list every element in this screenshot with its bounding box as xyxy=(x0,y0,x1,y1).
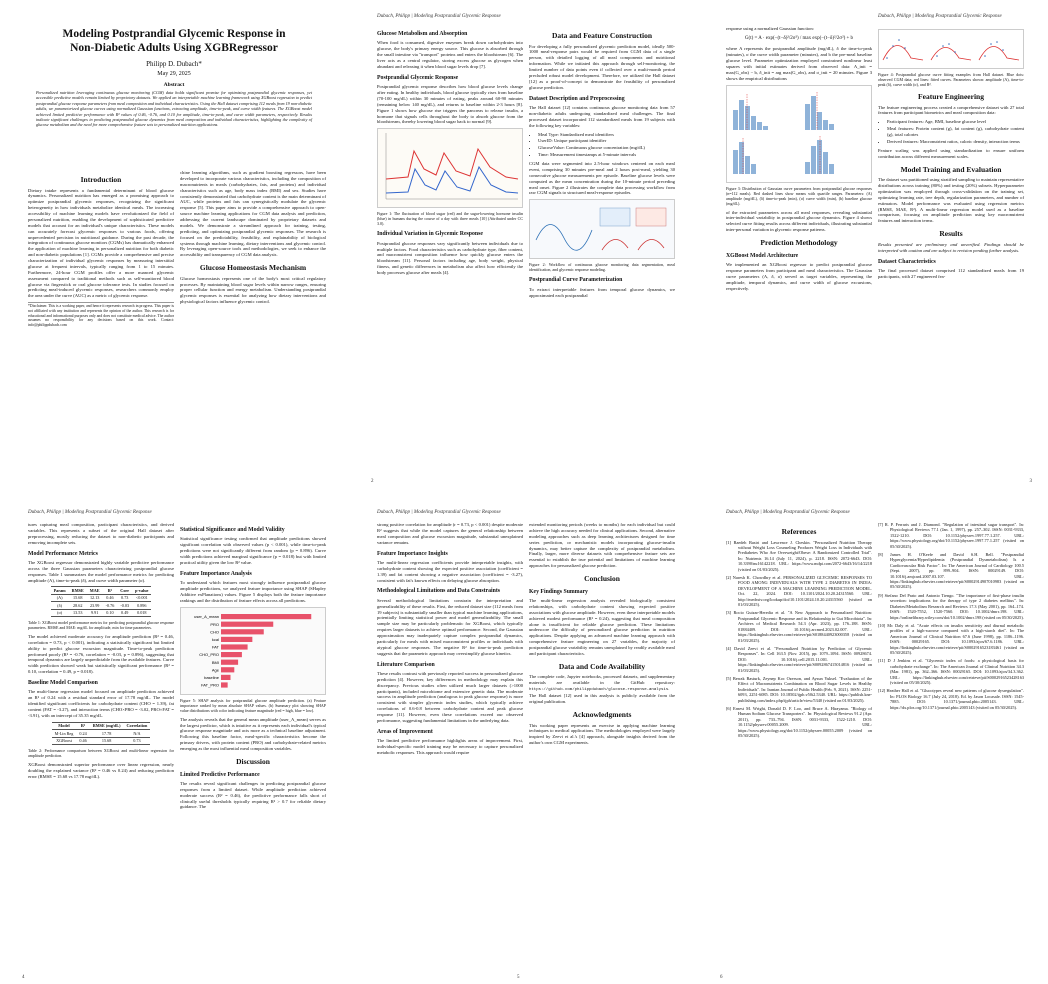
table-cell: 23.99 xyxy=(87,602,103,609)
section-references: References xyxy=(781,527,817,536)
p4-right-column xyxy=(180,522,326,813)
perf-para-1: The XGBoost regressor demonstrated highly variable predictive performance across the three Gaussian parameters characterizing postprandial glucose responses. Table 1 summarizes the model performance metrics for predicting amplitude (A), time-to-peak (δ), and curve width parameter (σ). xyxy=(28,559,174,583)
method-para: Several methodological limitations constrain the interpretation and generalizability of these results. First, the reduced dataset size (112 meals from 19 subjects) is substantially smaller than typical machine learning applications, potentially limiting statistical power and model generalizability. The small sample size may be particularly problematic for XGBoost, which typically requires larger datasets to achieve optimal performance. Second, the Gaussian approximation may inadequately capture complex postprandial dynamics, particularly for meals with mixed macronutrient profiles or individuals with atypical glucose responses. The negative R² for time-to-peak prediction suggests that the parametric approach may oversimplify glucose kinetics. xyxy=(377,597,523,656)
reference-item: [8] James H. O'Keefe and David S.H. Bell. "Postprandial Hyperglycemia/Hyperlipidemia (Postprandial Dysmetabolism) Is a Cardiovascular Risk Factor". In: The American Journal of Cardiology 100.5 (Sept. 2007), pp. 899–904. ISSN: 00029149. DOI: 10.1016/j.amjcard.2007.03.107. URL: https://linkinghub.elsevier.com/retrieve/pii/S0002914907010983 (visited on 05/30/2025). xyxy=(878,552,1024,590)
section-data-feature: Data and Feature Construction xyxy=(551,31,653,40)
table-cell: 0.24 xyxy=(76,730,89,737)
page-number: 6 xyxy=(720,975,723,980)
figure-5-caption: Figure 5: SHAP analysis for postprandial glucose amplitude prediction. (a) Feature importance ranked by mean absolute SHAP values. (b) Summary plot showing SHAP value distributions with color indicating feature magnitude (red = high, blue = low). xyxy=(180,697,326,713)
figure-3-caption: Figure 3: Distribution of Gaussian curve parameters from postprandial glucose responses (n=112 meals). Red dashed lines show means with quartile ranges. Parameters: (A) amplitude (mg/dL), (δ) time-to-peak (min), (σ) curve width (min), (b) baseline glucose (mg/dL). xyxy=(726,185,872,206)
shap-feature-label: user_A_mean xyxy=(194,613,219,619)
table-header-cell: R² xyxy=(76,722,89,729)
shap-bar xyxy=(221,629,264,634)
parameter-histograms xyxy=(727,86,871,182)
section-ack: Acknowledgments xyxy=(572,709,632,719)
feature-para-1: The feature engineering process created a comprehensive dataset with 27 total features from participant biometrics and meal composition data: xyxy=(878,104,1024,116)
p4-intro: tures capturing meal composition, participant characteristics, and derived variables. This represents a subset of the original Hall dataset after preprocessing, mostly reducing the dataset to non-diabetic participants and removing incomplete sets. xyxy=(28,522,174,545)
training-para: The dataset was partitioned using stratified sampling to maintain representative distributions across training (80%) and testing (20%) subsets. Hyperparameter optimization was employed through cross-validation on the training set, optimizing learning rate, tree depth, regularization parameters, and number of estimators. Model performance was evaluated using regression metrics (RMSE, MAE, R²). A multi-linear regression model used as a baseline comparison, focusing on amplitude prediction using key macronutrient features and interaction terms. xyxy=(878,177,1024,224)
reference-item: [11] D J Jenkins et al. "Glycemic index of foods: a physiological basis for carbohydrate exchange". In: The American Journal of Clinical Nutrition 34.3 (Mar. 1981), pp. 362–366. ISSN: 00029165. DOI: 10.1093/ajcn/34.3.362. URL: https://linkinghub.elsevier.com/retrieve/pii/S0002916523428163 (visited on 05/30/2025). xyxy=(878,658,1024,685)
table-cell: XGBoost xyxy=(52,737,77,744)
table-header-cell: MAE xyxy=(87,587,103,594)
section-limited: Limited Predictive Performance xyxy=(180,771,260,778)
table-cell: (δ) xyxy=(51,602,69,609)
table-cell: 9.91 xyxy=(87,609,103,616)
list-item: • Meal features: Protein content (g), fat content (g), carbohydrate content (g), total calories xyxy=(887,126,1024,138)
table-cell: 0.49 xyxy=(117,609,132,616)
p3-left-column xyxy=(726,26,872,294)
section-postprandial: Postprandial Glycemic Response xyxy=(377,74,459,81)
reference-item: [10] Mc Daly et al. "Acute effects on insulin sensitivity and diurnal metabolic profiles of a high-sucrose compared with a high-starch diet". In: The American Journal of Clinical Nutrition 67.6 (June 1998), pp. 1186–1196. ISSN: 00029165. DOI: 10.1093/ajcn/67.6.1186. URL: https://linkinghub.elsevier.com/retrieve/pii/S0002916523183461 (visited on 05/30/2025). xyxy=(878,622,1024,655)
shap-feature-label: CHO_PRO xyxy=(199,651,219,657)
shap-feature-label: CHO xyxy=(210,629,219,635)
p1-left-column xyxy=(28,170,174,328)
feat-insights-para: The multi-linear regression coefficients provide interpretable insights, with carbohydrate content showing the expected positive association (coefficient = 1.39) and fat content showing a negative association (coefficient = -3.27), consistent with fat's known effects on delaying glucose absorption. xyxy=(377,559,523,583)
variable-list xyxy=(529,132,675,159)
table-cell: 28.62 xyxy=(69,602,87,609)
figure-4-caption: Figure 4: Postprandial glucose curve fitting examples from Hall dataset. Blue dots: observed CGM data; red lines: fitted curves. Parameters shown: amplitude (A), time-to-peak (δ), curve width (σ), and R². xyxy=(878,72,1024,87)
p4-left-column xyxy=(28,522,174,783)
list-item: • GlucoseValue: Continuous glucose concentration (mg/dL) xyxy=(538,145,675,151)
dataset-para-1: The Hall dataset [12] contains continuous glucose monitoring data from 57 non-diabetic adults undergoing standardized meal challenges. The final processed dataset incorporated 112 standardized meals from 19 subjects with the following key variables: xyxy=(529,105,675,128)
table-cell: (σ) xyxy=(51,609,69,616)
paper-date: May 29, 2025 xyxy=(157,71,191,77)
workflow-diagram xyxy=(530,200,674,258)
reference-item: [1] Raedeh Basiri and Lawrence J. Cheskin. "Personalized Nutrition Therapy without Weight Loss Counseling Produces Weight Loss in Individuals with Prediabetes Who Are Overweight/Obese: A Randomized Controlled Trial". In: Nutrients 16.14 (July 11, 2024), p. 2218. ISSN: 2072-6643. DOI: 10.3390/nu16142218. URL: https://www.mdpi.com/2072-6643/16/14/2218 (visited on 01/03/2025). xyxy=(726,539,872,572)
figure-2 xyxy=(529,199,675,259)
table-row xyxy=(51,594,152,601)
abstract-heading: Abstract xyxy=(163,82,185,88)
list-item: • Participant features: Age, BMI, baseline glucose level xyxy=(887,119,1024,125)
section-perf-metrics: Model Performance Metrics xyxy=(28,550,98,557)
table-header-cell: RMSE (mg/dL) xyxy=(90,722,124,729)
table-row xyxy=(51,602,152,609)
shap-bar xyxy=(221,674,231,679)
footnote: *Disclaimer. This is a working paper, and hence it represents research in progress. This paper is not affiliated with any institution and represents the opinion of the author. This research is for educational and informational purposes only and does not constitute medical advice. The author assumes no responsibility for any decisions based on this work. Contact: info@philippdubach.com xyxy=(28,304,174,328)
shap-bar xyxy=(221,652,242,657)
feat-imp-para-1: To understand which features most strongly influence postprandial glucose amplitude predictions, we analyzed feature importance using SHAP (SHapley Additive exPlanations) values. Figure 5 displays both the feature importance rankings and the distribution of feature effects across all predictions. xyxy=(180,580,326,603)
metabolism-para: When food is consumed, digestive enzymes break down carbohydrates into glucose, the body's primary energy source. This glucose is absorbed through the small intestine via "transport" proteins and enters the bloodstream [6]. The liver acts as a central regulator, storing excess glucose as glycogen when abundant and releasing it when blood sugar levels drop [7]. xyxy=(377,40,523,69)
blood-sugar-insulin-plot xyxy=(378,129,522,207)
table-cell: N/A xyxy=(124,730,151,737)
section-code-avail: Data and Code Availability xyxy=(558,661,646,671)
feature-list xyxy=(878,119,1024,145)
reference-item: [6] Ernest M. Wright, Donald D. F. Loo, and Bruce A. Hirayama. "Biology of Human Sodium Glucose Transporters". In: Physiological Reviews 91.2 (Apr. 2011), pp. 733–794. ISSN: 0031-9333, 1522-1210. DOI: 10.1152/physrev.00055.2009. URL: https://www.physiology.org/doi/10.1152/physrev.00055.2009 (visited on 05/30/2025). xyxy=(726,705,872,738)
section-lit-comparison: Literature Comparison xyxy=(377,661,435,668)
page-number: 4 xyxy=(22,975,25,980)
list-item: • Meal Type: Standardized meal identifiers xyxy=(538,132,675,138)
dataset-char-para: The final processed dataset comprised 112 standardized meals from 19 participants, with 27 engineered fea- xyxy=(878,267,1024,279)
reference-list-left xyxy=(726,540,872,739)
lit-para: These results contrast with previously reported success in personalized glucose prediction [4]. However, key differences in methodology may explain this discrepancy. Previous studies often utilized much larger datasets (>1000 participants), included microbiome and extensive genetic data. The moderate success in amplitude prediction (analogous to peak glucose response) is more consistent with simpler glycemic index studies, which typically achieve correlations of 0.6-0.8 between carbohydrate content and peak glucose response [11]. However, even these correlations exceed our observed performance, suggesting fundamental limitations in the underlying data. xyxy=(377,670,523,723)
p6-left-column xyxy=(726,522,872,741)
page-number: 5 xyxy=(517,975,520,980)
shap-bar xyxy=(221,667,234,672)
p2-left-column xyxy=(377,26,523,279)
section-dataset-char: Dataset Characteristics xyxy=(878,258,936,265)
table-header-cell: RMSE xyxy=(69,587,87,594)
section-feat-importance: Feature Importance Analysis xyxy=(180,570,252,577)
shap-feature-label: PRO xyxy=(210,621,219,627)
page-3 xyxy=(698,12,1048,488)
code-para: The complete code, Jupyter notebooks, processed datasets, and supplementary materials are available in the GitHub repository: https://github.com/philippdubach/glucose-response-analysis. The Hall dataset [12] used in this analysis is publicly available from the original publication. xyxy=(529,674,675,705)
page-1 xyxy=(0,12,349,488)
table-cell: (A) xyxy=(51,594,69,601)
section-training: Model Training and Evaluation xyxy=(900,164,1002,174)
p5-intro: strong positive correlation for amplitude (r = 0.73, p < 0.001) despite moderate R² suggests that while the model captures the general relationship between meal composition and glucose excursion magnitude, substantial unexplained variance remains. xyxy=(377,522,523,545)
repo-link[interactable]: https://github.com/philippdubach/glucose-response-analysis xyxy=(529,688,669,693)
table-cell: 13.53 xyxy=(69,609,87,616)
baseline-para-1: The multi-linear regression model focused on amplitude prediction achieved an R² of 0.24 with a residual standard error of 17.78 mg/dL. The model identified significant coefficients for carbohydrate content (CHO = 1.39), fat content (FAT = -3.27), and interaction terms (CHO×PRO = -3.02, PRO×FAT = -3.91), with an intercept of 35.35 mg/dL. xyxy=(28,689,174,718)
individual-para: Postprandial glucose responses vary significantly between individuals due to multiple factors. Food characteristics such as carbohydrate type, fiber content, and macronutrient composition influence how quickly glucose enters the bloodstream [11]. Personal factors including age, body weight, physical fitness, and genetic differences in metabolism also affect how efficiently the body processes glucose after meals [4]. xyxy=(377,240,523,276)
list-item: • Derived features: Macronutrient ratios, caloric density, interaction terms xyxy=(887,139,1024,145)
table-cell: 15.68 xyxy=(69,594,87,601)
section-feature-eng: Feature Engineering xyxy=(918,92,984,101)
section-improvement: Areas of Improvement xyxy=(377,728,433,735)
shap-bar xyxy=(221,614,311,619)
gaussian-equation: G(t) = A · exp(−(t−δ)²/2σ²) / max exp(−(t−δ)²/2σ²) + b xyxy=(744,35,854,41)
feature-para-2: Feature scaling was applied using standardization to ensure uniform contribution across different measurement scales. xyxy=(878,147,1024,159)
table-cell: 0.73 xyxy=(117,594,132,601)
equation-explanation: where A represents the postprandial amplitude (mg/dL), δ the time-to-peak (minutes), σ the curve width parameter (minutes), and b the pre-meal baseline glucose level. Parameter optimization employed constrained nonlinear least squares with initial estimates derived from observed data: A_init = max(G_obs) − b, δ_init = arg max(G_obs), and σ_init = 20 minutes. Figure 3 shows the empirical distributions xyxy=(726,46,872,81)
intro-para-1: Dietary intake represents a fundamental determinant of blood glucose dynamics. Personalized nutrition has emerged as a promising approach to optimize postprandial glycemic responses, recognizing the significant heterogeneity in how individuals metabolize identical meals. The increasing accessibility of machine learning models have revolutionized the field of personalized nutrition, enabling the development of sophisticated predictive models that account for an individual's unique characteristics. These models can accurately forecast glycemic responses to various foods, offering unprecedented precision in nutritional guidance. During the past decade, the integration of continuous glucose monitors (CGMs) has dramatically enhanced the application of machine learning in personalized nutrition for both diabetic and non-diabetic populations [1]. CGMs provide a comprehensive and precise characterization of individual glycemic responses by measuring interstitial glucose at frequent intervals, typically ranging from 1 to 15 minutes. Furthermore, 24-hour CGM profiles offer a more nuanced glycemic assessment compared to traditional methods such as self-monitored blood glucose via fingerstick or oral glucose tolerance tests. In studies focused on predicting meal-induced glycemic responses, researchers commonly employ the area under the curve (AUC) as a metric of glycemic response. xyxy=(28,187,174,299)
section-method-limits: Methodological Limitations and Data Constraints xyxy=(377,588,501,595)
intro-para-2: chine learning algorithms, such as gradient boosting regressors, have been developed to incorporate various characteristics, including the composition of macronutrients in meals (carbohydrates, fats, and proteins) and individual characteristics such as age, body mass index (BMI) and sex. Studies have consistently demonstrated that carbohydrate content is the main determinant of AUC, while proteins and fats can synergistically modulate the glycemic response [5]. This paper aims to provide a comprehensive approach to open-source machine learning applications for CGM data analysis and prediction, addressing the current landscape dominated by proprietary datasets and models. We demonstrate a streamlined approach for training, testing, predicting, and optimizing postprandial glycemic responses. The research is focused on the predictability, feasibility, and explainability of biological systems through machine learning, dietary interventions and glycemic control. By leveraging open-source tools and methodologies, we seek to enhance the accessibility and transparency of CGM data analysis. xyxy=(180,170,326,258)
section-prediction: Prediction Methodology xyxy=(760,238,838,248)
running-head: Dubach, Philipp | Modeling Postprandial Glycemic Response xyxy=(377,14,501,19)
table-cell: <0.001 xyxy=(132,594,151,601)
table-cell: -0.76 xyxy=(103,602,118,609)
results-disclaimer: Results presented are preliminary and unverified. Findings should be interpreted with caution and are subject to revision pending further analysis. xyxy=(878,241,1024,253)
shap-feature-label: baseline xyxy=(204,674,219,680)
page-6 xyxy=(698,508,1048,984)
postprandial-para: Postprandial glycemic response describes how blood glucose levels change after eating. In healthy individuals, blood glucose typically rises from baseline (70-100 mg/dL) within 30 minutes of eating, peaks around 60-90 minutes (remaining below 140 mg/dL), and returns to baseline within 2-3 hours [8]. Figure 1 shows how glucose rise triggers the pancreas to release insulin, a hormone that signals cells throughout the body to absorb glucose from the bloodstream, thereby lowering blood sugar back to normal [9]. xyxy=(377,84,523,125)
p1-right-column xyxy=(180,170,326,308)
perf-para-2: The model achieved moderate accuracy for amplitude prediction (R² = 0.46, correlation = 0.73, p < 0.001), indicating a statistically significant but limited ability to predict glucose excursion magnitude. Time-to-peak prediction performed poorly (R² = -0.76, correlation = -0.03, p = 0.896), suggesting that temporal dynamics are largely unpredictable from the available features. Curve width prediction showed weak but statistically significant performance (R² = 0.10, correlation = 0.49, p = 0.018). xyxy=(28,633,174,675)
table-cell: 0.73 xyxy=(124,737,151,744)
key-findings-para: The multi-linear regression analysis revealed biologically consistent relationships, with carbohydrate content showing expected positive associations with glucose amplitude. However, even these interpretable models achieved modest performance (R² = 0.24), suggesting that meal composition alone is insufficient for reliable glucose prediction. These limitations underscore the difficulty of personalized glucose prediction in nutrition applications. Despite applying an advanced machine learning approach with comprehensive feature engineering on 27 variables, the majority of postprandial glucose variability remains unexplained by readily available meal and participant characteristics. xyxy=(529,598,675,656)
table-header-cell: Model xyxy=(52,722,77,729)
table-header-cell: p-value xyxy=(132,587,151,594)
list-item: • Time: Measurement timestamps at 5-minute intervals xyxy=(538,152,675,158)
dataset-para-2: CGM data were segmented into 2.5-hour windows centered on each meal event, comprising 30 minutes pre-meal and 2 hours post-meal, yielding 30 consecutive glucose measurements per episode. Baseline glucose levels were computed as the mean concentration during the 10-minute period preceding meal onset. Figure 2 illustrates the complete data processing workflow from raw CGM signals to structured meal-response episodes. xyxy=(529,161,675,196)
section-conclusion: Conclusion xyxy=(584,574,620,583)
shap-feature-label: FAT_PRO xyxy=(201,682,219,688)
table-header-cell: Corr xyxy=(117,587,132,594)
table-cell: 0.46 xyxy=(103,594,118,601)
table-cell: 15.68 xyxy=(90,737,124,744)
abstract-text: Personalized nutrition leveraging continuous glucose monitoring (CGM) data holds significant promise for optimizing postprandial glycemic responses, yet accessible predictive models remain limited by proprietary datasets. We applied an interpretable machine learning framework using XGBoost regression to predict postprandial glucose response parameters from meal composition and individual characteristics. Using the Hall dataset comprising 112 meals from 19 non-diabetic adults, we parameterized glucose curves using normalized Gaussian functions, extracting amplitude, time-to-peak, and curve width features. The XGBoost model achieved limited predictive performance with R² values of 0.46, -0.76, and 0.10 for amplitude, time-to-peak, and curve width parameters, respectively. Results indicate significant challenges in predicting postprandial glucose dynamics from meal composition and individual characteristics, highlighting the complexity of glucose metabolism and the need for more comprehensive feature sets in personalized nutrition applications. xyxy=(36,90,312,128)
section-dataset-desc: Dataset Description and Preprocessing xyxy=(529,95,625,102)
p5-left-column xyxy=(377,522,523,759)
p3-intro: response using a normalized Gaussian function: xyxy=(726,26,814,31)
shap-bar xyxy=(221,621,273,626)
section-metabolism: Glucose Metabolism and Absorption xyxy=(377,31,468,37)
running-head: Dubach, Philipp | Modeling Postprandial Glycemic Response xyxy=(28,510,152,515)
shap-plot xyxy=(181,608,325,694)
reference-item: [9] Stefano Del Prato and Antonio Tiengo. "The importance of first-phase insulin secretion: implications for the therapy of type 2 diabetes mellitus". In: Diabetes/Metabolism Research and Reviews 17.3 (May 2001), pp. 164–174. ISSN: 1520-7552, 1520-7560. DOI: 10.1002/dmrr.198. URL: https://onlinelibrary.wiley.com/doi/10.1002/dmrr.198 (visited on 05/30/2025). xyxy=(878,592,1024,620)
shap-bar xyxy=(221,659,238,664)
page-2 xyxy=(349,12,698,488)
p3-after-fig3: of the extracted parameters across all meal responses, revealing substantial inter-individual variability in postprandial glucose dynamics. Figure 4 shows selected curve fitting results across different individuals, illustrating substantial inter-personal variation in glycemic response patterns. xyxy=(726,209,872,233)
page-5 xyxy=(349,508,698,984)
table-2 xyxy=(52,722,151,745)
table-header-cell: R² xyxy=(103,587,118,594)
running-head: Dubach, Philipp | Modeling Postprandial Glycemic Response xyxy=(377,510,501,515)
section-curve-param: Postprandial Curve Parameterization xyxy=(529,277,623,284)
section-discussion: Discussion xyxy=(236,756,270,766)
baseline-para-2: XGBoost demonstrated superior performance over linear regression, nearly doubling the explained variance (R² = 0.46 vs 0.24) and reducing prediction error (RMSE = 15.68 vs 17.78 mg/dL). xyxy=(28,761,174,779)
table-cell: 0.10 xyxy=(103,609,118,616)
table-cell: M-Lin Reg xyxy=(52,730,77,737)
table-header-cell: Correlation xyxy=(124,722,151,729)
table-row xyxy=(52,730,151,737)
p2-right-column xyxy=(529,26,675,301)
shap-feature-label: kcal xyxy=(211,636,219,642)
homeostasis-para: Glucose homeostasis represents one of the body's most critical regulatory processes. By maintaining blood sugar levels within narrow ranges, ensuring proper cellular function and energy metabolism. Understanding postprandial glycemic responses is essential for analyzing how dietary interventions and physiological factors influence glycemic control. xyxy=(180,275,326,305)
stat-para: Statistical significance testing confirmed that amplitude predictions showed significant correlation with observed values (p < 0.001), while time-to-peak predictions were not significantly different from random (p = 0.896). Curve width predictions achieved marginal significance (p = 0.018) but with limited practical utility given the low R² value. xyxy=(180,536,326,565)
xgboost-para: We implemented an XGBoost regressor to predict postprandial glucose response parameters from participant and meal characteristics. The Gaussian curve parameters (A, δ, σ) served as target variables, representing the amplitude, temporal dynamics, and curve width of glucose excursions, respectively. xyxy=(726,262,872,291)
shap-bar xyxy=(221,682,228,687)
section-key-findings: Key Findings Summary xyxy=(529,588,588,595)
reference-item: [12] Heather Hall et al. "Glucotypes reveal new patterns of glucose dysregulation". In: PLOS Biology 16.7 (July 24, 2018). Ed. by Jason Locasale. ISSN: 1545-7885. DOI: 10.1371/journal.pbio.2005143. URL: https://dx.plos.org/10.1371/journal.pbio.2005143 (visited on 05/30/2025). xyxy=(878,688,1024,710)
reference-item: [3] Rocio Guizar-Heredia et al. "A New Approach to Personalized Nutrition: Postprandial Glycemic Response and its Relationship to Gut Microbiota". In: Archives of Medical Research 54.3 (Apr. 2023), pp. 176–188. ISSN: 01884409. DOI: 10.1016/j.arcmed.2023.02.007. URL: https://linkinghub.elsevier.com/retrieve/pii/S0188440923000358 (visited on 01/03/2025). xyxy=(726,610,872,643)
section-results: Results xyxy=(939,229,963,239)
reference-list-right xyxy=(878,522,1024,710)
table-2-caption: Table 2: Performance comparison between XGBoost and multi-linear regression for amplitude prediction. xyxy=(28,747,174,758)
shap-feature-label: BMI xyxy=(211,659,219,665)
figure-4 xyxy=(878,29,1024,69)
shap-bar xyxy=(221,644,248,649)
page-number: 2 xyxy=(371,479,374,484)
p6-right-column xyxy=(878,522,1024,713)
page-number: 3 xyxy=(1029,479,1032,484)
table-cell: 12.13 xyxy=(87,594,103,601)
table-cell: 0.46 xyxy=(76,737,89,744)
figure-1-caption: Figure 1: The fluctuation of blood sugar (red) and the sugar-lowering hormone insulin (blue) in humans during the course of a day with three meals [10] (Attributed under CC 3.0). xyxy=(377,211,523,227)
list-item: • UserID: Unique participant identifier xyxy=(538,138,675,144)
figure-3 xyxy=(726,85,872,183)
table-row xyxy=(51,609,152,616)
data-para: For developing a fully personalized glycemic prediction model, ideally 500-1000 meal-response pairs would be required from CGM data of a single person, with detailed logging of all meal components and nutritional information. While we initiated this approach through self-monitoring, the limited number of data points even if collected over a multi-month period precluded robust model development. Therefore, we utilized the Hall dataset [12] as a proof-of-concept to demonstrate the feasibility of personalized glucose prediction. xyxy=(529,43,675,90)
p5-right-column xyxy=(529,522,675,749)
section-baseline: Baseline Model Comparison xyxy=(28,680,98,687)
paper-title: Modeling Postprandial Glycemic Response in Non-Diabetic Adults Using XGBRegressor xyxy=(62,28,286,54)
table-cell: 17.78 xyxy=(90,730,124,737)
shap-feature-label: FAT xyxy=(211,644,219,650)
section-introduction: Introduction xyxy=(80,175,122,184)
section-individual: Individual Variation in Glycemic Response xyxy=(377,231,483,238)
section-homeostasis: Glucose Homeostasis Mechanism xyxy=(199,263,307,273)
ack-para: This working paper represents an exercise in applying machine learning techniques to medical applications. The methodologies employed were largely inspired by Zeevi et al.'s [4] approach, alongside insights derived from the author's own CGM experiments. xyxy=(529,722,675,746)
section-xgboost: XGBoost Model Architecture xyxy=(726,252,799,259)
page-4 xyxy=(0,508,349,984)
running-head: Dubach, Philipp | Modeling Postprandial Glycemic Response xyxy=(726,510,850,515)
section-feat-insights: Feature Importance Insights xyxy=(377,550,448,557)
table-cell: 0.896 xyxy=(132,602,151,609)
shap-feature-label: Age xyxy=(211,667,219,673)
table-1 xyxy=(51,586,152,617)
shap-bar xyxy=(221,636,252,641)
reference-item: [7] R. P. Ferraris and J. Diamond. "Regulation of intestinal sugar transport". In: Physiological Reviews 77.1 (Jan. 1, 1997), pp. 257–302. ISSN: 0031-9333, 1522-1210. DOI: 10.1152/physrev.1997.77.1.257. URL: https://www.physiology.org/doi/10.1152/physrev.1997.77.1.257 (visited on 05/30/2025). xyxy=(878,522,1024,549)
curve-para: To extract interpretable features from temporal glucose dynamics, we approximated each postprandial xyxy=(529,286,675,298)
figure-5 xyxy=(180,607,326,695)
reference-item: [2] Naresh K. Chowdhry et al. PERSONALIZED GLYCEMIC RESPONSES TO FOOD AMONG INDIVIDUALS WITH TYPE 2 DIABETES IN INDIA: DEVELOPMENT OF A MACHINE LEARNING PREDICTION MODEL. Oct. 22, 2024. DOI: 10.1101/2024.10.20.24315560. URL: http://medrxiv.org/lookup/doi/10.1101/2024.10.20.24315560 (visited on 01/03/2025). xyxy=(726,575,872,608)
reference-item: [5] Berrak Basturk, Zeynep Koc Ozerson, and Aysun Yuksel. "Evaluation of the Effect of Macronutrients Combination on Blood Sugar Levels in Healthy Individuals". In: Iranian Journal of Public Health (Feb. 9, 2021). ISSN: 2251-6093, 2251-6085. DOI: 10.18502/ijph.v50i2.5340. URL: https://publish.kne-publishing.com/index.php/ijph/article/view/5340 (visited on 01/03/2025). xyxy=(726,675,872,703)
reference-item: [4] David Zeevi et al. "Personalized Nutrition by Prediction of Glycemic Responses". In: Cell 163.5 (Nov. 2015), pp. 1079–1094. ISSN: 00928674. DOI: 10.1016/j.cell.2015.11.001. URL: https://linkinghub.elsevier.com/retrieve/pii/S0092867415014816 (visited on 01/03/2025). xyxy=(726,645,872,673)
table-header-cell: Param xyxy=(51,587,69,594)
table-cell: -0.03 xyxy=(117,602,132,609)
curve-fit-examples xyxy=(879,30,1023,68)
limited-para: The results reveal significant challenges in predicting postprandial glucose responses from a limited dataset. While amplitude prediction achieved moderate success (R² = 0.46), the predictive performance falls short of clinically useful thresholds typically requiring R² > 0.7 for reliable dietary guidance. The xyxy=(180,780,326,810)
section-stat-sig: Statistical Significance and Model Validity xyxy=(180,527,285,533)
improve-para: The limited predictive performance highlights areas of improvement. First, individual-specific model training may be necessary to capture personalized metabolic responses. This approach would require xyxy=(377,738,523,755)
figure-1 xyxy=(377,128,523,208)
table-row xyxy=(52,737,151,744)
running-head: Dubach, Philipp | Modeling Postprandial Glycemic Response xyxy=(878,14,1002,19)
figure-2-caption: Figure 2: Workflow of continuous glucose monitoring data segmentation, meal identification, and glycemic response modeling. xyxy=(529,262,675,273)
table-cell: 0.018 xyxy=(132,609,151,616)
p5-right-intro: extended monitoring periods (weeks to months) for each individual but could achieve the high accuracy needed for clinical applications. Second, alternative modeling approaches such as deep learning architectures designed for time series prediction, or mechanistic models incorporating glucose-insulin dynamics, may better capture the complexity of postprandial metabolism. Finally, larger, more diverse datasets with comprehensive feature sets are essential to establish the true potential and limitations of machine learning approaches for personalized glucose prediction. xyxy=(529,522,675,569)
p3-right-column xyxy=(878,26,1024,283)
paper-author: Philipp D. Dubach* xyxy=(146,60,202,68)
table-1-caption: Table 1: XGBoost model performance metrics for predicting postprandial glucose response parameters. RMSE and MAE: mg/dL for amplitude, min for time parameters. xyxy=(28,619,174,630)
feat-imp-para-2: The analysis reveals that the general mean amplitude (user_A_mean) serves as the largest predictor, which is intuitive as it represents each individual's typical glucose response magnitude and acts more as a technical baseline adjustment. Following this baseline factor, meal-specific characteristics become the primary drivers, with protein content (PRO) and carbohydrate-related metrics emerging as the most influential meal composition variables. xyxy=(180,716,326,752)
